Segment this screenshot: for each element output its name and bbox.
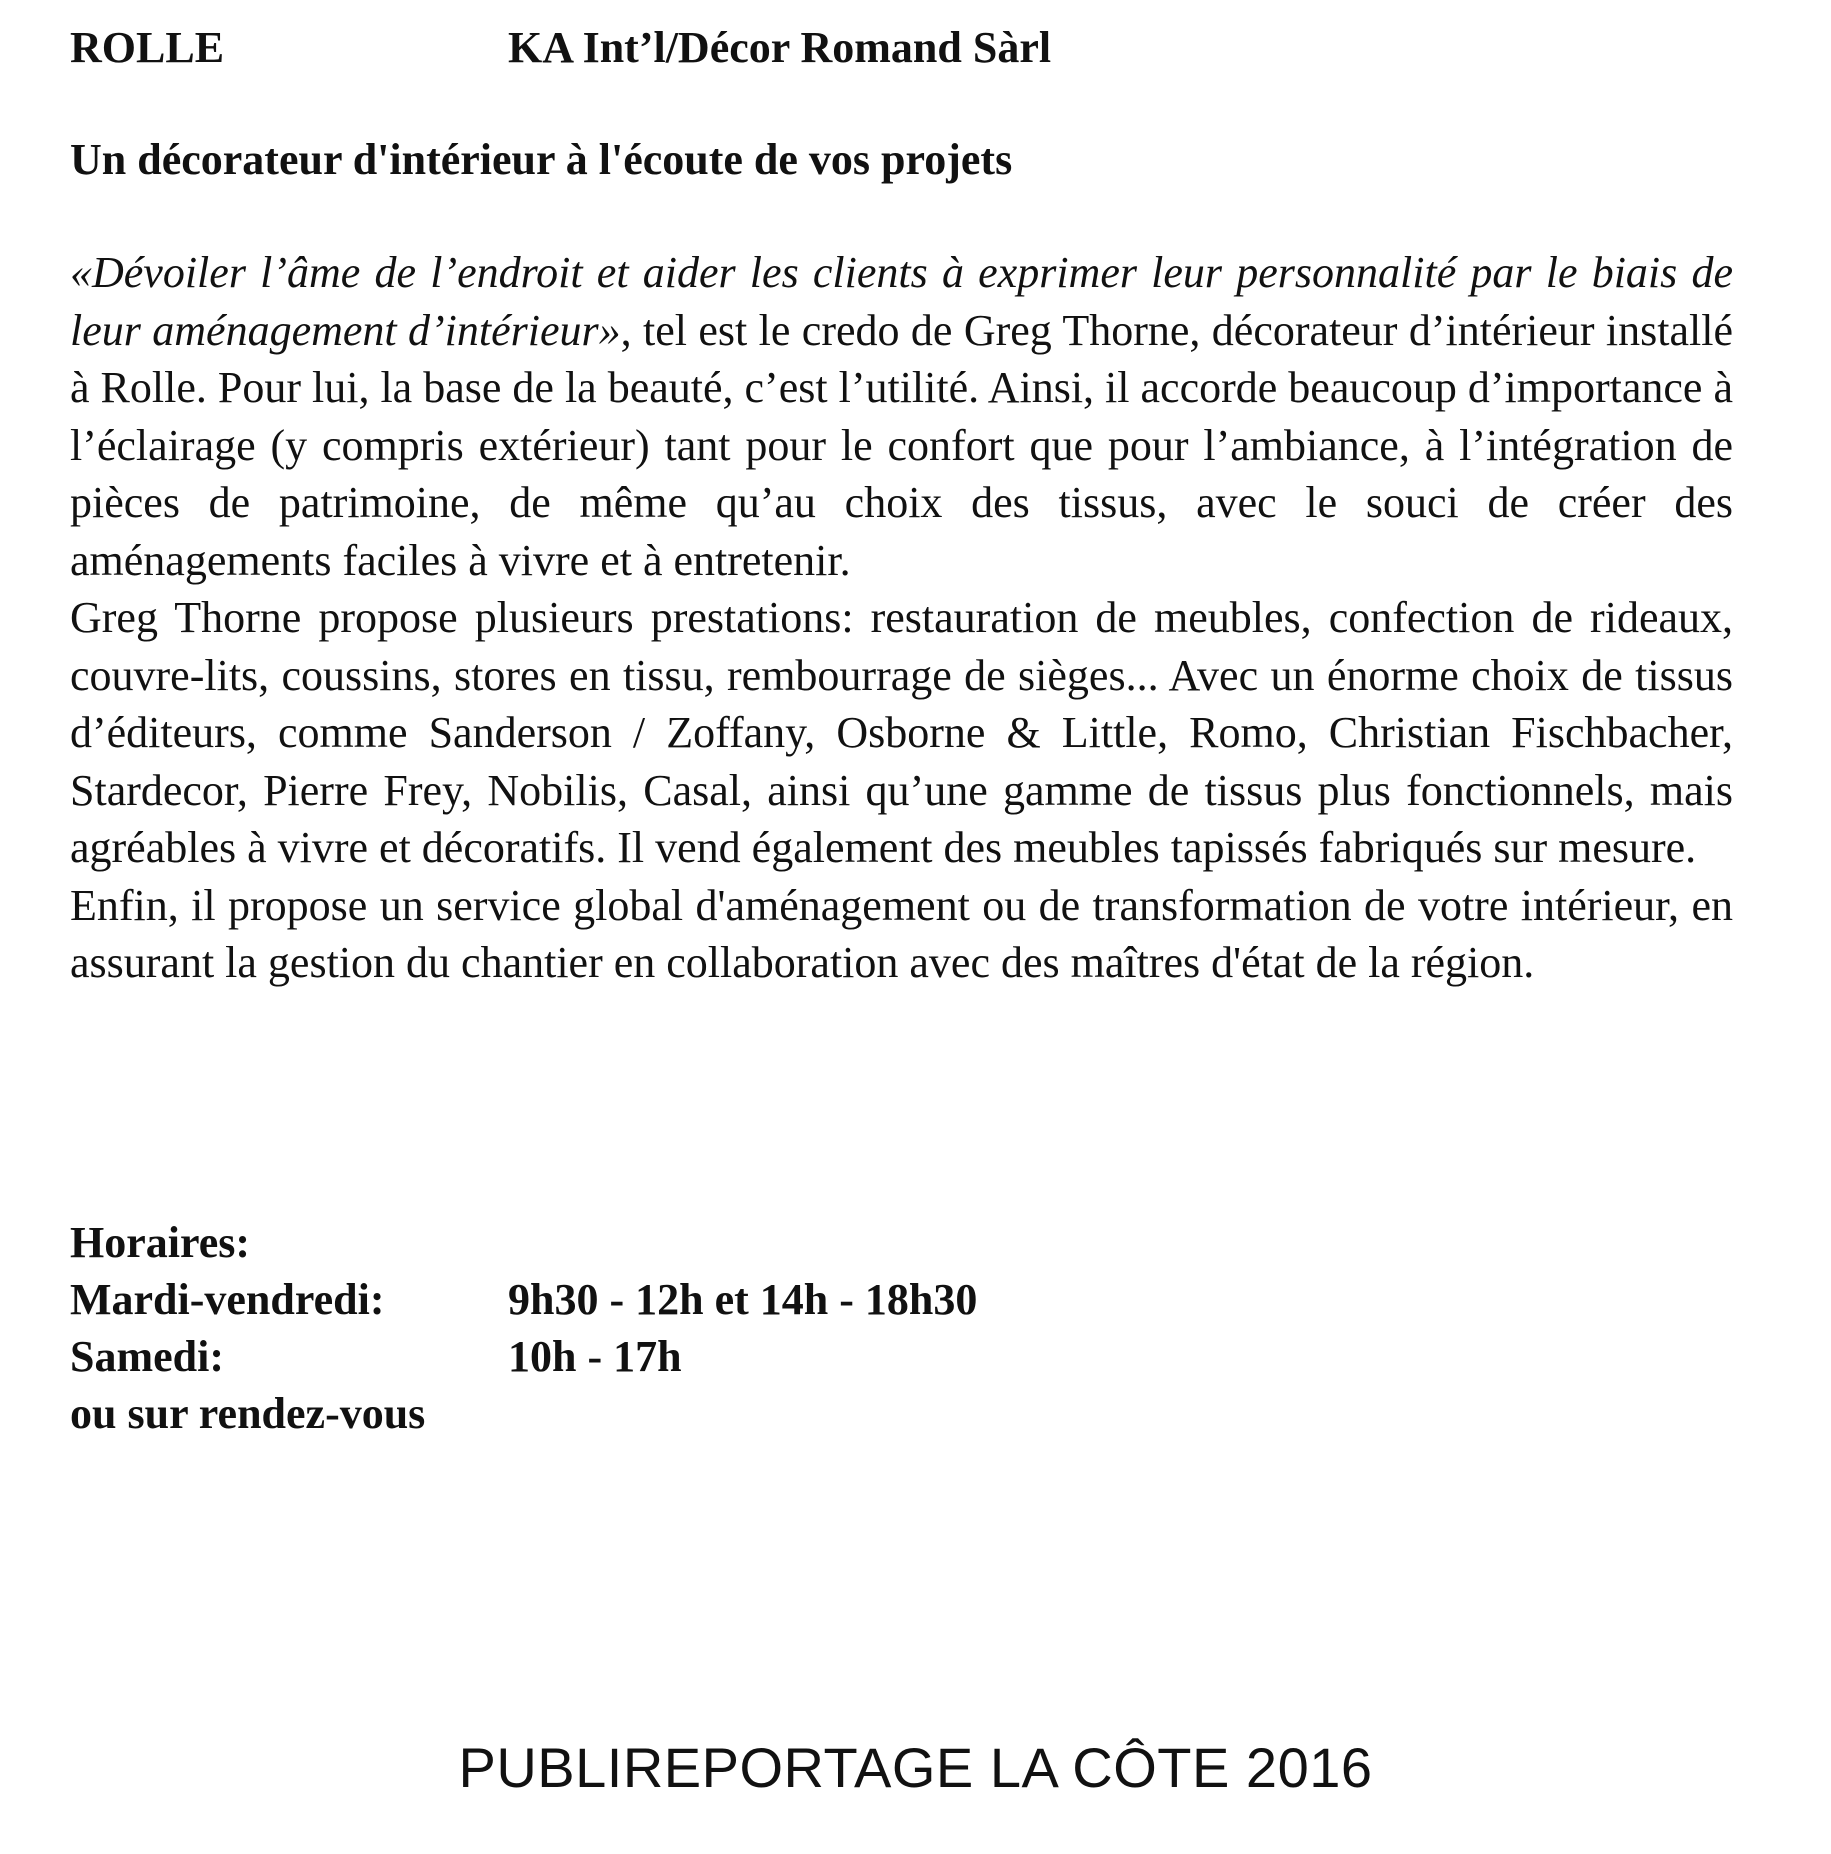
hours-day: Mardi-vendredi: [70,1275,385,1324]
hours-time: 9h30 - 12h et 14h - 18h30 [508,1275,978,1324]
paragraph-1-text: , tel est le credo de Greg Thorne, décorateur d’intérieur installé à Rolle. Pour lui, la base de la beauté, c’est l’utilité. Ainsi, il accorde beaucoup d’importance à l’éclairage (y compris extérieur) tant pour le confort que pour l’ambiance, à l’intégration de pièces de patrimoine, de même qu’au choix des tissus, avec le souci de créer des aménagements faciles à vivre et à entretenir. [70,305,1733,585]
article-body [70,244,1733,992]
hours-note-row [70,1385,1270,1442]
header-row [70,18,1770,78]
hours-title-row [70,1214,1270,1271]
paragraph-1 [70,244,1733,589]
quote-text: «Dévoiler l’âme de l’endroit et aider les clients à exprimer leur personnalité par le biais de leur aménagement d’intérieur» [70,248,1733,355]
paragraph-2: Greg Thorne propose plusieurs prestations: restauration de meubles, confection de rideaux, couvre-lits, coussins, stores en tissu, rembourrage de sièges... Avec un énorme choix de tissus d’éditeurs, comme Sanderson / Zoffany, Osborne & Little, Romo, Christian Fischbacher, Stardecor, Pierre Frey, Nobilis, Casal, ainsi qu’une gamme de tissus plus fonctionnels, mais agréables à vivre et décoratifs. Il vend également des meubles tapissés fabriqués sur mesure. [70,593,1733,872]
header-company: KA Int’l/Décor Romand Sàrl [508,23,1052,72]
footer-label: PUBLIREPORTAGE LA CÔTE 2016 [458,1736,1373,1799]
hours-time: 10h - 17h [508,1332,682,1381]
opening-hours [70,1214,1270,1442]
hours-row [70,1328,1270,1385]
hours-note: ou sur rendez-vous [70,1389,426,1438]
hours-row [70,1271,1270,1328]
hours-title: Horaires: [70,1218,251,1267]
article-headline: Un décorateur d'intérieur à l'écoute de vos projets [70,135,1013,184]
paragraph-3: Enfin, il propose un service global d'aménagement ou de transformation de votre intérieur, en assurant la gestion du chantier en collaboration avec des maîtres d'état de la région. [70,880,1733,987]
hours-day: Samedi: [70,1332,224,1381]
header-location: ROLLE [70,23,225,72]
